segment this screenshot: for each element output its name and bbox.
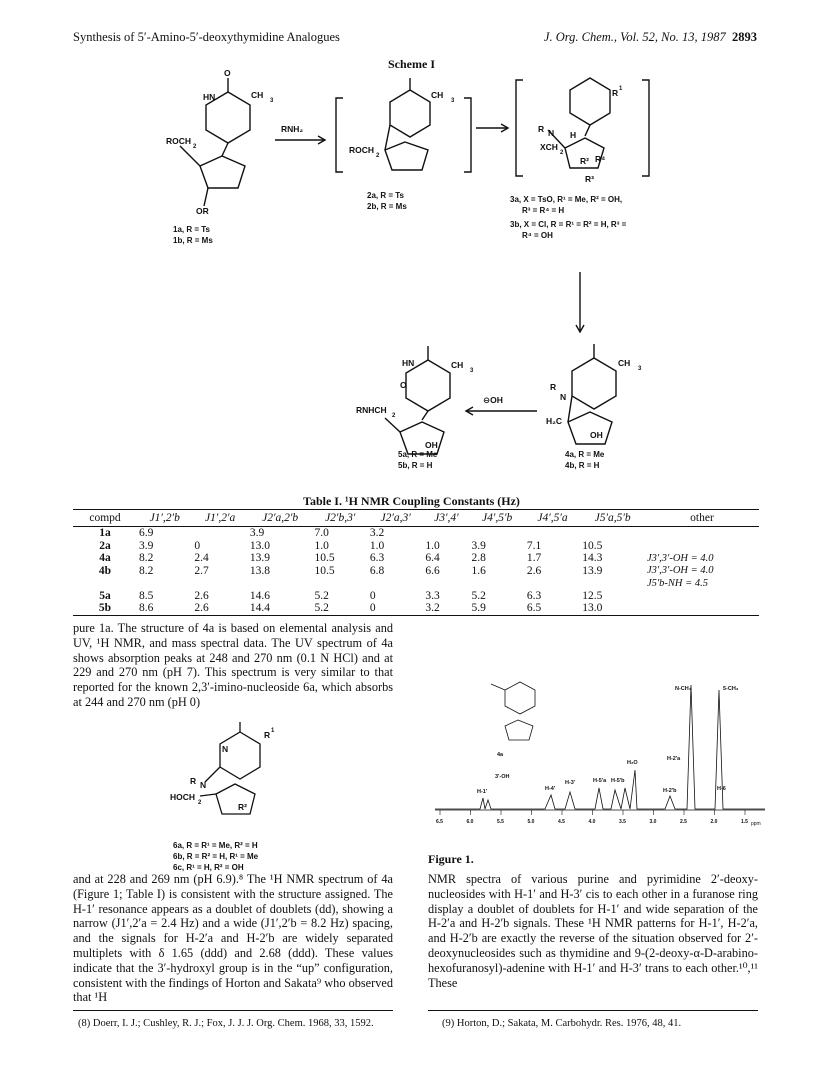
table-cell (525, 527, 580, 540)
table-cell: 10.5 (314, 564, 335, 577)
table-cell: 0 (194, 539, 201, 552)
table-cell (525, 577, 580, 590)
table-cell: 6.9 (139, 527, 154, 540)
table-cell: 14.4 (248, 602, 313, 615)
svg-text:HOCH: HOCH (170, 792, 196, 802)
table-cell: 13.0 (249, 539, 270, 552)
svg-text:H: H (570, 130, 577, 140)
axis-tick-label: 3.5 (619, 819, 626, 825)
column-header: J5′a,5′b (580, 510, 645, 527)
table-cell: 13.9 (582, 564, 603, 577)
label-4a: 4a, R = Me (565, 450, 605, 459)
reagent-hydroxide: ⊖OH (483, 395, 503, 405)
column-header: other (645, 510, 759, 527)
table-cell (368, 577, 423, 590)
table-row (73, 590, 759, 603)
svg-text:2: 2 (560, 150, 564, 156)
table-cell: 1.7 (526, 552, 542, 565)
table-row (73, 602, 759, 615)
table-cell: 1a (99, 527, 111, 540)
svg-text:R: R (538, 124, 545, 134)
table-cell: 6.4 (425, 552, 440, 565)
column-header: J4′,5′b (469, 510, 524, 527)
table-row (73, 565, 759, 578)
svg-text:R²: R² (238, 802, 247, 812)
peak-label-h4: H-4′ (545, 786, 556, 792)
axis-unit: ppm (751, 821, 761, 827)
table-cell: 3.2 (369, 527, 385, 540)
peak-label-3oh: 3′-OH (495, 774, 510, 780)
table-cell: 5.2 (313, 602, 368, 615)
column-header: J1′,2′b (137, 510, 192, 527)
structure-5 (385, 346, 450, 454)
table-cell (192, 577, 247, 590)
axis-tick-label: 3.0 (649, 819, 657, 825)
table-cell (469, 577, 524, 590)
table-cell: 8.2 (139, 552, 154, 565)
table-cell (645, 602, 759, 615)
table-cell: J5′b-NH = 4.5 (646, 577, 708, 589)
footnote-rule-left (73, 1010, 393, 1011)
svg-text:XCH: XCH (540, 142, 558, 152)
left-column-paragraph-1: pure 1a. The structure of 4a is based on elemental analysis and UV, ¹H NMR, and mass spectral data. The UV spectrum of 4a shows absorption peaks at 248 and 270 nm (0.1 N HCl) and at 229 and 270 nm (pH 7). This spectrum is very similar to that reported for the known 2,3′-imino-nucleoside 6a, which absorbs at 244 and 270 nm (pH 0) (73, 621, 393, 709)
svg-text:2: 2 (193, 144, 197, 150)
label-6c: 6c, R¹ = H, R² = OH (173, 863, 244, 872)
table-header-row (73, 510, 759, 527)
table-cell: 5.9 (469, 602, 524, 615)
footnote-8: (8) Doerr, I. J.; Cushley, R. J.; Fox, J. J. J. Org. Chem. 1968, 33, 1592. (78, 1018, 374, 1029)
svg-text:CH: CH (431, 90, 444, 100)
table-cell: 12.5 (582, 589, 603, 602)
svg-text:R: R (264, 730, 271, 740)
table-cell: 1.0 (314, 539, 329, 552)
table-cell (73, 577, 137, 590)
footnote-9: (9) Horton, D.; Sakata, M. Carbohydr. Res. 1976, 48, 41. (442, 1018, 682, 1029)
table-row (73, 552, 759, 565)
svg-text:3: 3 (451, 98, 455, 104)
table-cell: 3.9 (471, 539, 486, 552)
table-cell: 2.6 (192, 602, 247, 615)
svg-text:R²: R² (580, 156, 589, 166)
axis-tick-label: 5.0 (527, 819, 535, 825)
table-row (73, 577, 759, 590)
peak-label-h1: H-1′ (477, 789, 488, 795)
table-cell: 6.8 (369, 564, 385, 577)
axis-tick-label: 4.5 (558, 819, 565, 825)
table-cell: 2.6 (526, 564, 542, 577)
structure-2 (385, 78, 430, 170)
label-1a: 1a, R = Ts (173, 225, 210, 234)
table-cell (645, 590, 759, 603)
table-cell: 1.0 (425, 539, 440, 552)
label-5a: 5a, R = Me (398, 450, 438, 459)
svg-text:N: N (200, 780, 207, 790)
table-cell: 10.5 (314, 552, 335, 565)
table-cell: 6.3 (369, 552, 385, 565)
svg-text:OH: OH (590, 430, 603, 440)
table-cell: 13.0 (580, 602, 645, 615)
axis-tick-label: 5.5 (497, 819, 504, 825)
svg-text:H₂C: H₂C (546, 416, 563, 426)
table-row (73, 540, 759, 553)
column-header: J2′b,3′ (313, 510, 368, 527)
table-cell (645, 540, 759, 553)
journal-citation: J. Org. Chem., Vol. 52, No. 13, 1987 (543, 30, 726, 44)
axis-tick-label: 2.0 (710, 819, 718, 825)
svg-text:CH: CH (251, 90, 264, 100)
svg-text:3: 3 (470, 368, 474, 374)
coupling-constants-table (73, 509, 759, 616)
table-cell: 6.5 (525, 602, 580, 615)
axis-tick-label: 2.5 (680, 819, 687, 825)
svg-text:HN: HN (203, 92, 216, 102)
table-cell: 14.6 (249, 589, 270, 602)
structure-4 (568, 344, 616, 444)
svg-text:CH: CH (618, 358, 631, 368)
table-cell (423, 577, 469, 590)
table-title: Table I. ¹H NMR Coupling Constants (Hz) (303, 494, 520, 508)
table-cell: J3′,3′-OH = 4.0 (646, 552, 714, 564)
table-cell (469, 527, 524, 540)
figure-caption: Figure 1. (428, 852, 474, 866)
nmr-spectrum-figure (425, 660, 770, 850)
label-3a-line1: 3a, X = TsO, R¹ = Me, R² = OH, (510, 195, 623, 204)
table-cell: J3′,3′-OH = 4.0 (646, 565, 714, 577)
label-1b: 1b, R = Ms (173, 236, 213, 245)
peak-label-h2a: H-2′a (667, 756, 681, 762)
table-cell: 13.8 (249, 564, 270, 577)
table-cell (645, 527, 759, 540)
svg-text:CH: CH (451, 360, 464, 370)
svg-text:RNHCH: RNHCH (356, 405, 387, 415)
scheme-compound-labels (173, 191, 627, 470)
footnote-rule-right (428, 1010, 758, 1011)
scheme-title: Scheme I (388, 57, 435, 71)
table-cell: 6.6 (425, 564, 440, 577)
table-cell: 2.4 (194, 552, 209, 565)
svg-text:N: N (548, 128, 555, 138)
peak-label-h2b: H-2′b (663, 788, 677, 794)
svg-text:R⁴: R⁴ (595, 154, 606, 164)
table-cell: 2.8 (471, 552, 486, 565)
label-3b-line2: R⁴ = OH (522, 231, 553, 240)
peak-label-h5b: H-5′b (611, 778, 625, 784)
running-header-title: Synthesis of 5′-Amino-5′-deoxythymidine Analogues (73, 30, 340, 44)
svg-text:O: O (400, 380, 407, 390)
structure-6-labels (173, 840, 258, 873)
axis-tick-label: 6.0 (466, 819, 474, 825)
peak-label-5ch3: 5-CH₃ (723, 686, 739, 692)
table-cell: 3.2 (423, 602, 469, 615)
svg-text:3: 3 (638, 366, 642, 372)
compound-4a-label: 4a (497, 752, 504, 758)
column-header: compd (73, 510, 137, 527)
svg-text:2: 2 (198, 800, 202, 806)
svg-text:O: O (224, 70, 231, 78)
structure-6 (160, 722, 320, 842)
table-cell (192, 527, 247, 540)
label-6a: 6a, R = R¹ = Me, R² = H (173, 841, 258, 850)
column-header: J1′,2′a (192, 510, 247, 527)
axis-tick-label: 1.5 (741, 819, 748, 825)
table-cell: 4b (98, 564, 112, 577)
svg-text:1: 1 (271, 728, 275, 734)
peak-label-h2o: H₂O (627, 760, 638, 766)
svg-text:OR: OR (196, 206, 209, 216)
table-cell: 8.5 (139, 589, 154, 602)
table-cell (423, 527, 469, 540)
table-cell: 8.2 (139, 564, 154, 577)
svg-text:N: N (560, 392, 567, 402)
table-cell (313, 577, 368, 590)
table-cell: 3.9 (139, 539, 154, 552)
reagent-rnh2: RNH₂ (281, 124, 304, 134)
left-column-paragraph-2: and at 228 and 269 nm (pH 6.9).⁸ The ¹H NMR spectrum of 4a (Figure 1; Table I) is consistent with the structure assigned. The H-1′ resonance appears as a doublet of doublets (dd), showing a narrow (J1′,2′a = 2.4 Hz) and a wide (J1′,2′b = 8.2 Hz) spacing, and the signals for H-2′a and H-2′b are widely separated multiplets with δ 1.65 (ddd) and 2.68 (ddd). These values indicate that the 3′-hydroxyl group is in the “up” configuration, consistent with the findings of Horton and Sakata⁹ who observed that ¹H (73, 872, 393, 1005)
column-header: J4′,5′a (525, 510, 580, 527)
column-header: J2′a,2′b (248, 510, 313, 527)
axis-tick-label: 6.5 (436, 819, 443, 825)
label-2b: 2b, R = Ms (367, 202, 407, 211)
column-header: J3′,4′ (423, 510, 469, 527)
axis-tick-label: 4.0 (588, 819, 596, 825)
label-3b-line1: 3b, X = Cl, R = R¹ = R² = H, R³ = (510, 220, 627, 229)
table-cell: 0 (369, 589, 376, 602)
table-cell: 1.6 (471, 564, 486, 577)
svg-text:R: R (550, 382, 557, 392)
svg-text:R³: R³ (585, 174, 594, 184)
table-cell: 3.3 (425, 589, 440, 602)
table-cell: 14.3 (582, 552, 603, 565)
svg-text:3: 3 (270, 98, 274, 104)
table-cell: 5.2 (471, 589, 486, 602)
svg-text:N: N (222, 744, 229, 754)
table-cell: 1.0 (369, 539, 385, 552)
scheme-drawing (0, 70, 823, 475)
table-row (73, 527, 759, 540)
table-cell: 10.5 (582, 539, 603, 552)
table-cell (248, 577, 313, 590)
table-cell: 8.6 (137, 602, 192, 615)
svg-text:2: 2 (392, 413, 396, 419)
svg-text:ROCH: ROCH (166, 136, 192, 146)
table-cell: 13.9 (249, 552, 270, 565)
peak-label-nch3: N-CH₃ (675, 686, 692, 692)
svg-text:HN: HN (402, 358, 415, 368)
label-6b: 6b, R = R² = H, R¹ = Me (173, 852, 259, 861)
peak-label-h3: H-3′ (565, 780, 576, 786)
table-cell: 0 (368, 602, 423, 615)
svg-text:OH: OH (425, 440, 438, 450)
svg-text:R: R (612, 88, 619, 98)
table-cell: 5b (73, 602, 137, 615)
table-cell: 2a (99, 539, 111, 552)
peak-label-h5a: H-5′a (593, 778, 607, 784)
svg-text:R: R (190, 776, 197, 786)
label-3a-line2: R³ = R⁴ = H (522, 206, 565, 215)
table-cell: 7.1 (526, 539, 542, 552)
svg-text:2: 2 (376, 153, 380, 159)
table-cell (580, 577, 645, 590)
table-cell (580, 527, 645, 540)
table-cell: 2.6 (194, 589, 209, 602)
table-cell (137, 577, 192, 590)
svg-text:1: 1 (619, 86, 623, 92)
table-cell: 4a (99, 552, 111, 565)
table-cell: 6.3 (526, 589, 542, 602)
running-header-journal (544, 30, 757, 45)
label-2a: 2a, R = Ts (367, 191, 404, 200)
label-5b: 5b, R = H (398, 461, 433, 470)
right-column-paragraph: NMR spectra of various purine and pyrimidine 2′-deoxy-nucleosides with H-1′ and H-3′ cis to each other in a furanose ring display a doublet of doublets for H-1′ and wide separation of the H-2′a and H-2′b signals. These ¹H NMR patterns for H-1′, H-2′a, and H-2′b are exactly the reverse of the situation observed for 2′-deoxynucleosides such as thymidine and 9-(2-deoxy-α-D-arabino-hexofuranosyl)-adenine with H-1′ and H-3′ trans to each other.¹⁰,¹¹ These (428, 872, 758, 990)
table-cell: 3.9 (249, 527, 265, 540)
svg-text:ROCH: ROCH (349, 145, 375, 155)
peak-label-h6: H-6 (717, 786, 726, 792)
label-4b: 4b, R = H (565, 461, 600, 470)
table-cell: 5a (99, 589, 111, 602)
table-cell: 2.7 (194, 564, 209, 577)
table-cell: 5.2 (314, 589, 329, 602)
page-number: 2893 (732, 30, 757, 44)
column-header: J2′a,3′ (368, 510, 423, 527)
table-cell: 7.0 (314, 527, 329, 540)
